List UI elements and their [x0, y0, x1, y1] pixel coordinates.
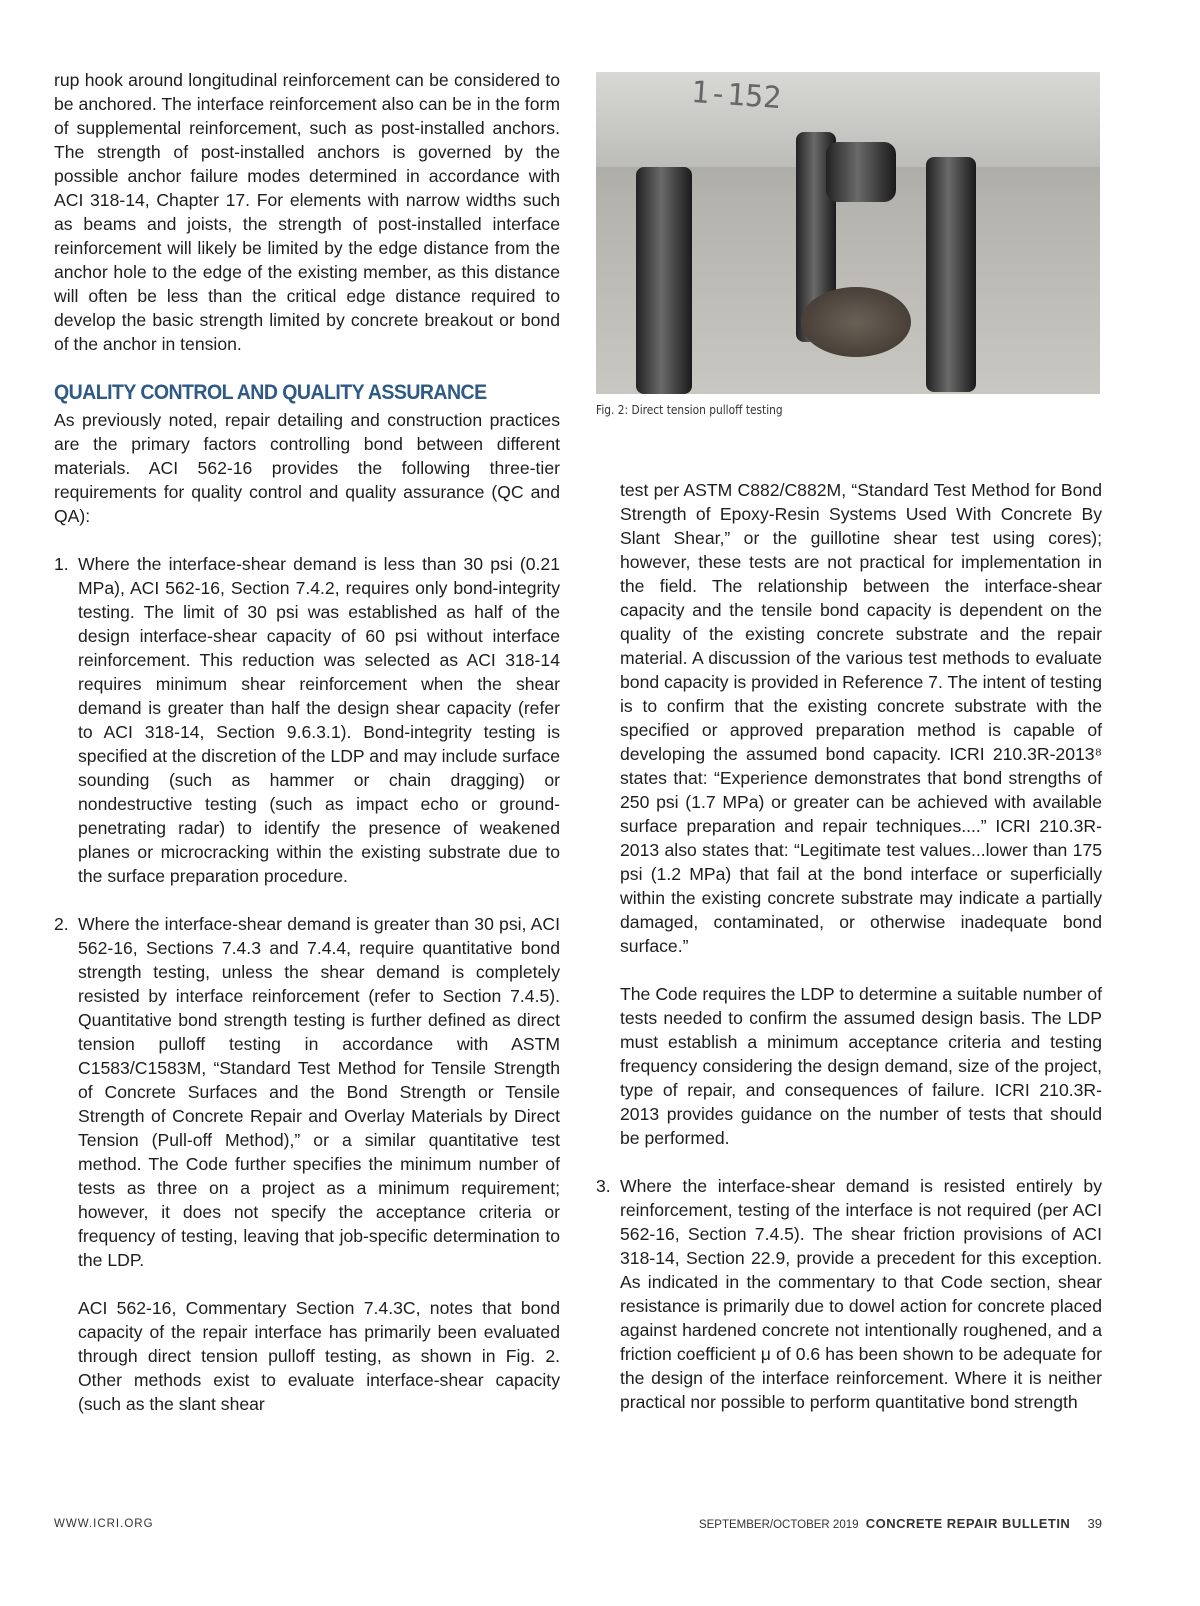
test-disc [801, 287, 911, 357]
lead-paragraph: As previously noted, repair detailing and construction practices are the primary factors controlling bond between different materials. ACI 562-16 provides the following three-tier requirements for quality control and quality assurance (QC and QA): [54, 410, 560, 526]
footer-website: WWW.ICRI.ORG [54, 1518, 154, 1530]
list-text: Where the interface-shear demand is greater than 30 psi, ACI 562-16, Sections 7.4.3 and 7.4.4, require quantitative bond strength testing, unless the shear demand is completely resisted by interface reinforcement (refer to Section 7.4.5). Quantitative bond strength testing is further defined as direct tension pulloff testing in accordance with ASTM C1583/C1583M, “Standard Test Method for Tensile Strength of Concrete Surfaces and the Bond Strength or Tensile Strength of Concrete Repair and Overlay Materials by Direct Tension (Pull-off Method),” or a similar quantitative test method. The Code further specifies the minimum number of tests as three on a project as a minimum requirement; however, it does not specify the acceptance criteria or frequency of testing, leaving that job-specific determination to the LDP. [78, 914, 560, 1270]
figure-photo [596, 72, 1100, 394]
list-item-3 [596, 1174, 1102, 1414]
figure-caption: Fig. 2: Direct tension pulloff testing [596, 402, 783, 417]
list-item-2-continuation: ACI 562-16, Commentary Section 7.4.3C, notes that bond capacity of the repair interface has primarily been evaluated through direct tension pulloff testing, as shown in Fig. 2. Other methods exist to evaluate interface-shear capacity (such as the slant shear [78, 1298, 560, 1414]
intro-paragraph: rup hook around longitudinal reinforcement can be considered to be anchored. The interface reinforcement also can be in the form of supplemental reinforcement, such as post-installed anchors. The strength of post-installed anchors is governed by the possible anchor failure modes determined in accordance with ACI 318-14, Chapter 17. For elements with narrow widths such as beams and joists, the strength of post-installed interface reinforcement will likely be limited by the edge distance from the anchor hole to the edge of the existing member, as this distance will often be less than the critical edge distance required to develop the basic strength limited by concrete breakout or bond of the anchor in tension. [54, 70, 560, 354]
list-number: 2. [54, 914, 69, 934]
block-label: 1-152 [689, 74, 783, 117]
footer-publication [699, 1516, 1102, 1531]
section-heading: QUALITY CONTROL AND QUALITY ASSURANCE [54, 381, 487, 404]
continuation-paragraph: test per ASTM C882/C882M, “Standard Test Method for Bond Strength of Epoxy-Resin Systems Used With Concrete By Slant Shear,” or the guillotine shear test using cores); however, these tests are not practical for implementation in the field. The relationship between the interface-shear capacity and the tensile bond capacity is dependent on the quality of the existing concrete substrate and the repair material. A discussion of the various test methods to evaluate bond capacity is provided in Reference 7. The intent of testing is to confirm that the existing concrete substrate with the specified or approved preparation method is capable of developing the assumed bond capacity. ICRI 210.3R-2013⁸ states that: “Experience demonstrates that bond strengths of 250 psi (1.7 MPa) or greater can be achieved with available surface preparation and repair techniques....” ICRI 210.3R-2013 also states that: “Legitimate test values...lower than 175 psi (1.2 MPa) that fail at the bond interface or superficially within the existing concrete substrate may indicate a partially damaged, contaminated, or otherwise inadequate bond surface.” [620, 480, 1102, 956]
list-text: Where the interface-shear demand is less than 30 psi (0.21 MPa), ACI 562-16, Section 7.4.2, requires only bond-integrity testing. The limit of 30 psi was established as half of the design interface-shear capacity of 60 psi without interface reinforcement. This reduction was selected as ACI 318-14 requires minimum shear reinforcement when the shear demand is greater than half the design shear capacity (refer to ACI 318-14, Section 9.6.3.1). Bond-integrity testing is specified at the discretion of the LDP and may include surface sounding (such as hammer or chain dragging) or nondestructive testing (such as impact echo or ground-penetrating radar) to identify the presence of weakened planes or microcracking within the existing substrate due to the surface preparation procedure. [78, 554, 560, 886]
page-number: 39 [1087, 1516, 1102, 1531]
list-number: 3. [596, 1176, 611, 1196]
list-item-1 [54, 552, 560, 888]
list-number: 1. [54, 554, 69, 574]
publication-name: CONCRETE REPAIR BULLETIN [865, 1516, 1071, 1531]
tester-leg [926, 157, 976, 392]
pull-knob [826, 142, 896, 202]
continuation-paragraph: The Code requires the LDP to determine a suitable number of tests needed to confirm the assumed design basis. The LDP must establish a minimum acceptance criteria and testing frequency considering the design demand, size of the project, type of repair, and consequences of failure. ICRI 210.3R-2013 provides guidance on the number of tests that should be performed. [620, 984, 1102, 1148]
list-item-2 [54, 912, 560, 1272]
tester-leg [636, 167, 692, 394]
issue-date: SEPTEMBER/OCTOBER 2019 [698, 1519, 859, 1531]
left-column [54, 68, 560, 1440]
list-text: Where the interface-shear demand is resisted entirely by reinforcement, testing of the interface is not required (per ACI 562-16, Section 7.4.5). The shear friction provisions of ACI 318-14, Section 22.9, provide a precedent for this exception. As indicated in the commentary to that Code section, shear resistance is primarily due to dowel action for concrete placed against hardened concrete not intentionally roughened, and a friction coefficient μ of 0.6 has been shown to be adequate for the design of the interface reinforcement. Where it is neither practical nor possible to perform quantitative bond strength [620, 1176, 1102, 1412]
right-column [596, 478, 1102, 1438]
